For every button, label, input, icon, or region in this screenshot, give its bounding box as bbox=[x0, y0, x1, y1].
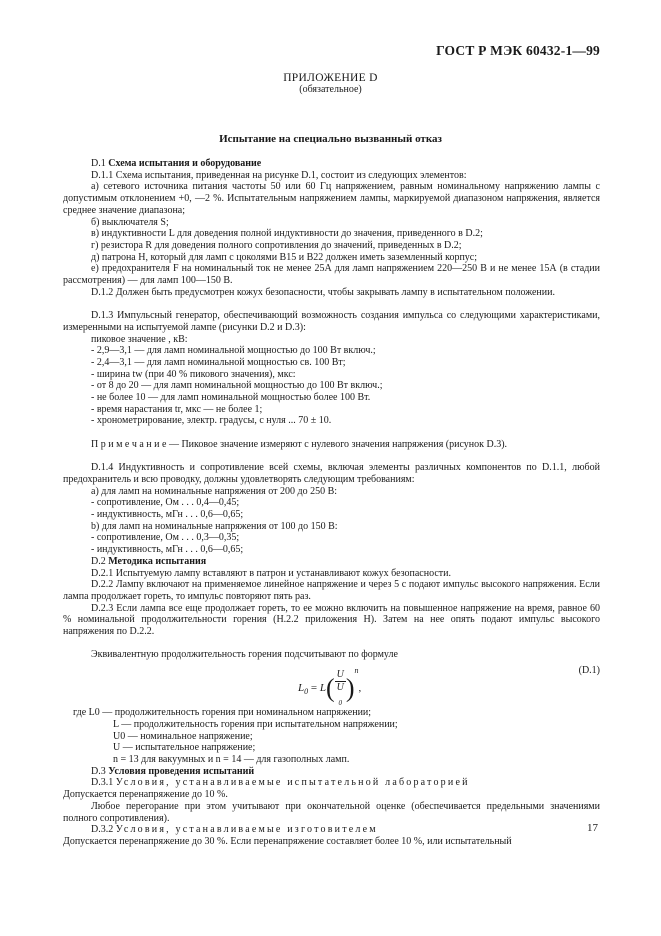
d1-1-item-b: б) выключателя S; bbox=[91, 216, 169, 228]
where-line: L — продолжительность горения при испытательном напряжении; bbox=[113, 718, 398, 730]
formula-intro: Эквивалентную продолжительность горения подсчитывают по формуле bbox=[91, 649, 398, 661]
appendix-subtitle: (обязательное) bbox=[299, 84, 362, 95]
list-item: - сопротивление, Ом . . . 0,3—0,35; bbox=[91, 532, 240, 544]
section-title: Испытание на специально вызванный отказ bbox=[219, 133, 442, 145]
d1-2-paragraph: D.1.2 Должен быть предусмотрен кожух безопасности, чтобы закрывать лампу в испытательном положении. bbox=[91, 286, 555, 298]
d1-1-item-v: в) индуктивности L для доведения полной индуктивности до значения, приведенного в D.2; bbox=[91, 228, 483, 240]
d3-2-heading: D.3.2 Условия, устанавливаемые изготовителем bbox=[91, 824, 378, 836]
list-item: - 2,4—3,1 — для ламп номинальной мощностью св. 100 Вт; bbox=[91, 356, 346, 368]
list-item: - от 8 до 20 — для ламп номинальной мощностью до 100 Вт включ.; bbox=[91, 380, 383, 392]
list-item: - время нарастания tr, мкс — не более 1; bbox=[91, 403, 263, 415]
note: П р и м е ч а н и е — Пиковое значение измеряют с нулевого значения напряжения (рисунок D.3). bbox=[91, 438, 508, 450]
d1-4-paragraph: D.1.4 Индуктивность и сопротивление всей схемы, включая элементы различных компонентов по D.1.1, любой предохранитель и всю проводку, должны удовлетворять следующим требованиям: bbox=[63, 462, 600, 485]
d2-2-paragraph: D.2.2 Лампу включают на применяемое линейное напряжение и через 5 с подают импульс высокого напряжения. Если лампа продолжает гореть, то импульс повторяют пять раз. bbox=[63, 579, 600, 602]
list-item: - 2,9—3,1 — для ламп номинальной мощностью до 100 Вт включ.; bbox=[91, 345, 376, 357]
page-number: 17 bbox=[587, 822, 598, 834]
d2-heading: D.2 Методика испытания bbox=[91, 555, 207, 567]
where-line: U0 — номинальное напряжение; bbox=[113, 730, 253, 742]
appendix-title: ПРИЛОЖЕНИЕ D bbox=[283, 72, 378, 84]
d2-3-paragraph: D.2.3 Если лампа все еще продолжает гореть, то ее можно включить на повышенное напряжение на время, равное 60 % номинальной продолжительности горения (Н.2.2 приложения Н). Затем на нее опять подают импульс высокого напряжения по D.2.2. bbox=[63, 602, 600, 638]
where-line: n = 13 для вакуумных и n = 14 — для газополных ламп. bbox=[113, 753, 350, 765]
d1-1-item-d: д) патрона H, который для ламп с цоколями B15 и B22 должен иметь заземленный корпус; bbox=[91, 251, 478, 263]
d3-1-paragraph: Допускается перенапряжение до 10 %. bbox=[63, 789, 228, 801]
document-body bbox=[63, 158, 600, 848]
d3-1-paragraph-2: Любое перегорание при этом учитывают при окончательной оценке (обеспечивается предельными значениями полного сопротивления). bbox=[63, 800, 600, 824]
where-line: где L0 — продолжительность горения при номинальном напряжении; bbox=[73, 707, 372, 719]
where-line: U — испытательное напряжение; bbox=[113, 742, 256, 754]
list-item: - индуктивность, мГн . . . 0,6—0,65; bbox=[91, 509, 244, 521]
document-header: ГОСТ Р МЭК 60432-1—99 bbox=[436, 43, 600, 58]
list-item: - не более 10 — для ламп номинальной мощностью более 100 Вт. bbox=[91, 392, 371, 404]
d3-1-heading: D.3.1 Условия, устанавливаемые испытательной лабораторией bbox=[91, 777, 470, 789]
list-item: - ширина tw (при 40 % пикового значения), мкс: bbox=[91, 368, 296, 380]
list-item: - сопротивление, Ом . . . 0,4—0,45; bbox=[91, 497, 240, 509]
d1-1-item-e: е) предохранителя F на номинальный ток не менее 25А для ламп напряжением 220—250 В и не менее 15А (в стадии рассмотрения) — для ламп 100—150 В. bbox=[63, 263, 600, 287]
list-item: - хронометрирование, электр. градусы, с нуля ... 70 ± 10. bbox=[91, 415, 332, 427]
formula-block bbox=[63, 663, 600, 705]
list-item: - индуктивность, мГн . . . 0,6—0,65; bbox=[91, 544, 244, 556]
equation-number: (D.1) bbox=[578, 665, 600, 677]
d3-heading: D.3 Условия проведения испытаний bbox=[91, 765, 255, 777]
d1-4-item-a: а) для ламп на номинальные напряжения от 200 до 250 В: bbox=[91, 485, 338, 497]
formula: $L_0 = L$( U U $_0$ )$^n$, bbox=[298, 666, 362, 707]
d3-2-paragraph: Допускается перенапряжение до 30 %. Если перенапряжение составляет более 10 %, или испытательный bbox=[63, 835, 512, 847]
d1-1-item-a: а) сетевого источника питания частоты 50 или 60 Гц напряжением, равным номинальному напряжению лампы с допустимым отклонением +0, —2 %. Испытательным напряжением лампы, маркируемой диапазоном напряжения, является среднее значение диапазона; bbox=[63, 181, 600, 216]
d2-1-paragraph: D.2.1 Испытуемую лампу вставляют в патрон и устанавливают кожух безопасности. bbox=[91, 567, 452, 579]
d1-3-paragraph: D.1.3 Импульсный генератор, обеспечивающий возможность создания импульса со следующими характеристиками, измеренными на испытуемой лампе (рисунки D.2 и D.3): bbox=[63, 310, 600, 333]
d1-heading: D.1 Схема испытания и оборудование bbox=[91, 158, 262, 169]
peak-label: пиковое значение , кВ: bbox=[91, 333, 188, 345]
d1-1-paragraph: D.1.1 Схема испытания, приведенная на рисунке D.1, состоит из следующих элементов: bbox=[91, 169, 467, 181]
d1-1-item-g: г) резистора R для доведения полного сопротивления до значений, приведенных в D.2; bbox=[91, 239, 462, 251]
d1-4-item-b: b) для ламп на номинальные напряжения от 100 до 150 В: bbox=[91, 520, 338, 532]
